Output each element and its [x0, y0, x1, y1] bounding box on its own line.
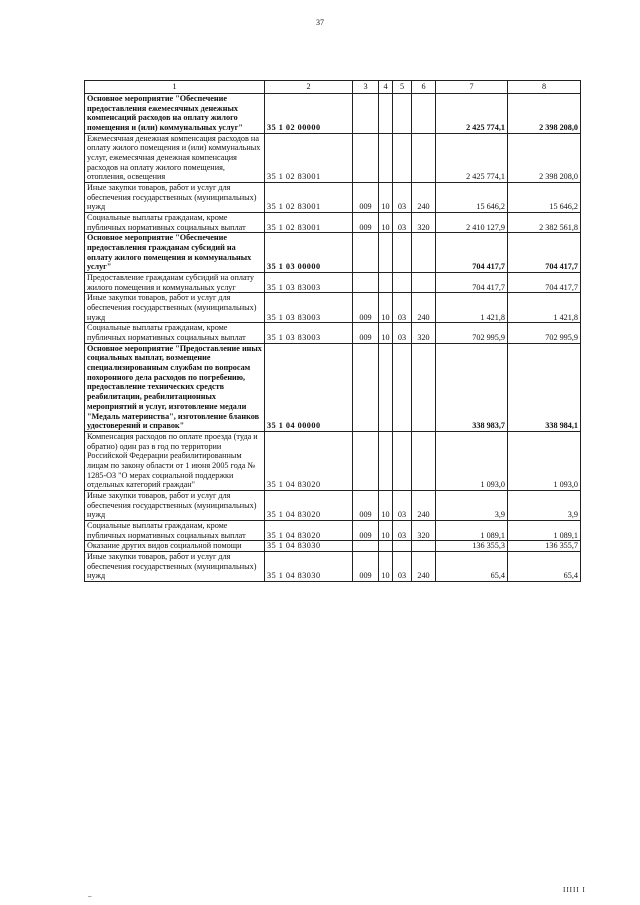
row-subsection-code: 03: [393, 323, 412, 343]
row-section-code: 10: [379, 183, 393, 213]
row-subsection-code: 03: [393, 213, 412, 233]
table-row: [85, 213, 581, 233]
row-ministry-code: [353, 431, 379, 490]
row-description: Основное мероприятие "Обеспечение предоставления ежемесячных денежных компенсаций расходов на оплату жилого помещения и (или) коммунальных услуг": [85, 94, 265, 134]
row-description: Иные закупки товаров, работ и услуг для обеспечения государственных (муниципальных) нужд: [85, 490, 265, 520]
row-description: Предоставление гражданам субсидий на оплату жилого помещения и коммунальных услуг: [85, 273, 265, 293]
row-target-code: 35 1 04 83030: [265, 541, 353, 552]
row-amount-col7: 1 421,8: [436, 293, 508, 323]
row-amount-col7: 2 425 774,1: [436, 133, 508, 182]
row-ministry-code: [353, 233, 379, 273]
row-subsection-code: [393, 431, 412, 490]
table-row: [85, 490, 581, 520]
table-row: [85, 541, 581, 552]
row-target-code: 35 1 03 00000: [265, 233, 353, 273]
row-subsection-code: 03: [393, 183, 412, 213]
row-description: Социальные выплаты гражданам, кроме публичных нормативных социальных выплат: [85, 520, 265, 540]
row-subsection-code: [393, 233, 412, 273]
row-section-code: [379, 431, 393, 490]
table-row-main-activity: [85, 343, 581, 431]
row-target-code: 35 1 02 83001: [265, 213, 353, 233]
row-subsection-code: [393, 541, 412, 552]
row-subsection-code: [393, 273, 412, 293]
row-target-code: 35 1 03 83003: [265, 293, 353, 323]
row-ministry-code: [353, 273, 379, 293]
row-target-code: 35 1 03 83003: [265, 323, 353, 343]
table-row: [85, 551, 581, 581]
row-description: Оказание других видов социальной помощи: [85, 541, 265, 552]
row-amount-col8: 704 417,7: [508, 273, 581, 293]
row-section-code: [379, 133, 393, 182]
table-row: [85, 431, 581, 490]
row-section-code: 10: [379, 293, 393, 323]
row-section-code: 10: [379, 323, 393, 343]
row-section-code: 10: [379, 520, 393, 540]
row-section-code: [379, 233, 393, 273]
row-ministry-code: [353, 133, 379, 182]
row-target-code: 35 1 04 83020: [265, 431, 353, 490]
row-target-code: 35 1 04 83030: [265, 551, 353, 581]
row-section-code: [379, 541, 393, 552]
row-amount-col7: 65,4: [436, 551, 508, 581]
row-section-code: [379, 273, 393, 293]
row-expense-type: [412, 273, 436, 293]
header-col-7: 7: [436, 81, 508, 94]
header-col-6: 6: [412, 81, 436, 94]
row-subsection-code: 03: [393, 490, 412, 520]
row-section-code: [379, 343, 393, 431]
row-amount-col7: 1 093,0: [436, 431, 508, 490]
row-amount-col7: 3,9: [436, 490, 508, 520]
row-target-code: 35 1 02 83001: [265, 183, 353, 213]
row-target-code: 35 1 04 00000: [265, 343, 353, 431]
footer-mark-right: IIIII I: [563, 886, 586, 894]
row-ministry-code: [353, 541, 379, 552]
table-row-main-activity: [85, 233, 581, 273]
row-ministry-code: 009: [353, 490, 379, 520]
row-ministry-code: [353, 343, 379, 431]
row-section-code: 10: [379, 490, 393, 520]
row-expense-type: [412, 233, 436, 273]
row-amount-col8: 1 089,1: [508, 520, 581, 540]
row-amount-col8: 65,4: [508, 551, 581, 581]
header-col-8: 8: [508, 81, 581, 94]
row-ministry-code: 009: [353, 183, 379, 213]
row-expense-type: [412, 133, 436, 182]
row-ministry-code: 009: [353, 551, 379, 581]
table-row: [85, 273, 581, 293]
row-subsection-code: 03: [393, 293, 412, 323]
table-row: [85, 183, 581, 213]
table-row-main-activity: [85, 94, 581, 134]
row-subsection-code: 03: [393, 551, 412, 581]
table-row: [85, 133, 581, 182]
row-target-code: 35 1 02 00000: [265, 94, 353, 134]
row-amount-col8: 704 417,7: [508, 233, 581, 273]
budget-table: [84, 80, 581, 582]
row-section-code: [379, 94, 393, 134]
row-subsection-code: [393, 343, 412, 431]
row-amount-col7: 702 995,9: [436, 323, 508, 343]
row-amount-col7: 704 417,7: [436, 273, 508, 293]
row-description: Основное мероприятие "Обеспечение предоставления гражданам субсидий на оплату жилого помещения и коммунальных услуг": [85, 233, 265, 273]
row-description: Иные закупки товаров, работ и услуг для обеспечения государственных (муниципальных) нужд: [85, 293, 265, 323]
row-amount-col8: 338 984,1: [508, 343, 581, 431]
row-amount-col7: 2 410 127,9: [436, 213, 508, 233]
header-col-4: 4: [379, 81, 393, 94]
row-expense-type: 240: [412, 293, 436, 323]
row-description: Основное мероприятие "Предоставление иных социальных выплат, возмещение специализированным службам по вопросам похоронного дела расходов по погребению, предоставление технических средств реабилитации, реабилитационных мероприятий и услуг, изготовление медали "Медаль материнства", изготовление бланков удостоверений и справок": [85, 343, 265, 431]
row-description: Компенсация расходов по оплате проезда (туда и обратно) один раз в год по территории Российской Федерации реабилитированным лицам по закону области от 1 июня 2005 года № 1285-ОЗ "О мерах социальной поддержки отдельных категорий граждан": [85, 431, 265, 490]
row-subsection-code: [393, 94, 412, 134]
row-section-code: 10: [379, 551, 393, 581]
row-description: Ежемесячная денежная компенсация расходов на оплату жилого помещения и (или) коммунальных услуг, ежемесячная денежная компенсация расходов на оплату жилого помещения, отопления, освещения: [85, 133, 265, 182]
row-amount-col7: 338 983,7: [436, 343, 508, 431]
row-expense-type: 240: [412, 551, 436, 581]
row-expense-type: [412, 343, 436, 431]
row-amount-col8: 2 398 208,0: [508, 94, 581, 134]
row-amount-col8: 1 421,8: [508, 293, 581, 323]
row-amount-col8: 3,9: [508, 490, 581, 520]
header-col-5: 5: [393, 81, 412, 94]
header-col-1: 1: [85, 81, 265, 94]
row-amount-col8: 702 995,9: [508, 323, 581, 343]
row-target-code: 35 1 02 83001: [265, 133, 353, 182]
row-ministry-code: 009: [353, 323, 379, 343]
row-expense-type: 240: [412, 183, 436, 213]
row-expense-type: [412, 94, 436, 134]
row-ministry-code: [353, 94, 379, 134]
row-description: Иные закупки товаров, работ и услуг для обеспечения государственных (муниципальных) нужд: [85, 183, 265, 213]
row-ministry-code: 009: [353, 213, 379, 233]
row-description: Социальные выплаты гражданам, кроме публичных нормативных социальных выплат: [85, 213, 265, 233]
row-amount-col8: 15 646,2: [508, 183, 581, 213]
row-expense-type: [412, 431, 436, 490]
row-subsection-code: 03: [393, 520, 412, 540]
row-ministry-code: 009: [353, 520, 379, 540]
row-amount-col7: 1 089,1: [436, 520, 508, 540]
row-amount-col7: 704 417,7: [436, 233, 508, 273]
row-amount-col8: 136 355,7: [508, 541, 581, 552]
table-header-row: [85, 81, 581, 94]
row-expense-type: [412, 541, 436, 552]
row-target-code: 35 1 04 83020: [265, 520, 353, 540]
row-target-code: 35 1 03 83003: [265, 273, 353, 293]
row-amount-col7: 15 646,2: [436, 183, 508, 213]
row-amount-col8: 2 382 561,8: [508, 213, 581, 233]
table-row: [85, 293, 581, 323]
row-amount-col8: 2 398 208,0: [508, 133, 581, 182]
header-col-3: 3: [353, 81, 379, 94]
row-amount-col7: 136 355,3: [436, 541, 508, 552]
footer-mark-left: _: [88, 890, 92, 898]
row-section-code: 10: [379, 213, 393, 233]
row-description: Иные закупки товаров, работ и услуг для обеспечения государственных (муниципальных) нужд: [85, 551, 265, 581]
row-expense-type: 320: [412, 213, 436, 233]
row-target-code: 35 1 04 83020: [265, 490, 353, 520]
row-expense-type: 320: [412, 323, 436, 343]
row-expense-type: 320: [412, 520, 436, 540]
page-number: 37: [316, 18, 324, 27]
row-amount-col8: 1 093,0: [508, 431, 581, 490]
table-row: [85, 323, 581, 343]
row-amount-col7: 2 425 774,1: [436, 94, 508, 134]
header-col-2: 2: [265, 81, 353, 94]
row-expense-type: 240: [412, 490, 436, 520]
row-description: Социальные выплаты гражданам, кроме публичных нормативных социальных выплат: [85, 323, 265, 343]
table-row: [85, 520, 581, 540]
row-subsection-code: [393, 133, 412, 182]
row-ministry-code: 009: [353, 293, 379, 323]
